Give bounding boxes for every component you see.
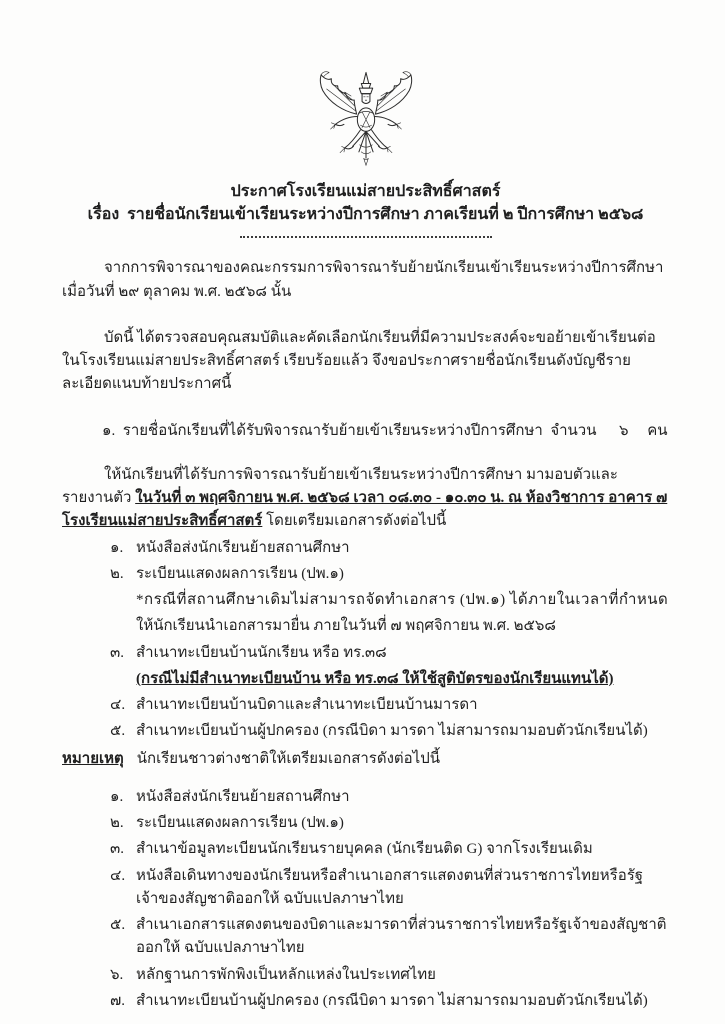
list-item-number: ๓. (110, 841, 125, 858)
list-item-note: ให้นักเรียนนำเอกสารมายื่น ภายในวันที่ ๗ พฤศจิกายน พ.ศ. ๒๕๖๘ (136, 618, 556, 635)
list-item (62, 694, 669, 717)
document-title: ประกาศโรงเรียนแม่สายประสิทธิ์ศาสตร์ (230, 183, 501, 200)
list-item-number: ๕. (110, 917, 126, 934)
remark-label: หมายเหตุ (62, 750, 124, 767)
list-item-text: สำเนาทะเบียนบ้านผู้ปกครอง (กรณีบิดา มารดา ไม่สามารถมามอบตัวนักเรียนได้) (136, 992, 648, 1009)
list-item-text: สำเนาทะเบียนบ้านผู้ปกครอง (กรณีบิดา มารดา ไม่สามารถมามอบตัวนักเรียนได้) (136, 723, 648, 740)
list-item-number: ๑. (110, 539, 124, 556)
list-item-number: ๑. (110, 788, 124, 805)
list-item-note-underlined: (กรณีไม่มีสำเนาทะเบียนบ้าน หรือ ทร.๓๘ ให้ใช้สูติบัตรของนักเรียนแทนได้) (136, 670, 614, 687)
list-item-text: สำเนาทะเบียนบ้านบิดาและสำเนาทะเบียนบ้านมารดา (136, 697, 478, 714)
remark-line (62, 748, 669, 771)
list-item-text: ระเบียนแสดงผลการเรียน (ปพ.๑) (136, 565, 344, 582)
report-date-time-place: ในวันที่ ๓ พฤศจิกายน พ.ศ. ๒๕๖๘ เวลา ๐๘.๓๐ - ๑๐.๓๐ น. ณ ห้องวิชาการ อาคาร ๗ โรงเรียนแม่สายประสิทธิ์ศาสตร์ (62, 490, 668, 530)
list-item-number: ๕. (110, 723, 126, 740)
list-item (62, 964, 669, 987)
list-item (62, 812, 669, 835)
list-item-number: ๖. (110, 966, 124, 983)
list-item-text: หนังสือส่งนักเรียนย้ายสถานศึกษา (136, 788, 350, 805)
paragraph-committee: จากการพิจารณาของคณะกรรมการพิจารณารับย้ายนักเรียนเข้าเรียนระหว่างปีการศึกษา เมื่อวันที่ ๒๙ ตุลาคม พ.ศ. ๒๕๖๘ นั้น (62, 260, 664, 300)
document-subject: เรื่อง รายชื่อนักเรียนเข้าเรียนระหว่างปีการศึกษา ภาคเรียนที่ ๒ ปีการศึกษา ๒๕๖๘ (87, 206, 644, 224)
list-item (62, 720, 669, 743)
document-list-foreign-students (62, 786, 669, 1013)
list-item-text: หนังสือส่งนักเรียนย้ายสถานศึกษา (136, 539, 350, 556)
list-item (62, 914, 669, 961)
list-item-number: ๒. (110, 815, 124, 832)
list-item-text: สำเนาทะเบียนบ้านนักเรียน หรือ ทร.๓๘ (136, 644, 387, 661)
list-item (62, 642, 669, 665)
list-item-text: สำเนาข้อมูลทะเบียนนักเรียนรายบุคคล (นักเรียนติด G) จากโรงเรียนเดิม (136, 841, 593, 858)
list-item-approved-count: ๑. รายชื่อนักเรียนที่ได้รับพิจารณารับย้ายเข้าเรียนระหว่างปีการศึกษา จำนวน ๖ คน (102, 422, 668, 439)
report-instruction-lead: ให้นักเรียนที่ได้รับการพิจารณารับย้ายเข้าเรียนระหว่างปีการศึกษา มามอบตัวและรายงานตัว (62, 466, 618, 507)
list-item (62, 786, 669, 809)
list-item-number: ๔. (110, 867, 126, 884)
list-item-note: *กรณีที่สถานศึกษาเดิมไม่สามารถจัดทำเอกสาร (ปพ.๑) ได้ภายในเวลาที่กำหนด (136, 592, 669, 609)
list-item (62, 537, 669, 560)
dotted-divider (240, 233, 492, 238)
remark-text: นักเรียนชาวต่างชาติให้เตรียมเอกสารดังต่อไปนี้ (136, 750, 440, 767)
report-instruction-tail: โดยเตรียมเอกสารดังต่อไปนี้ (262, 513, 447, 530)
list-item-number: ๗. (110, 992, 126, 1009)
list-item-text: สำเนาเอกสารแสดงตนของบิดาและมารดาที่ส่วนราชการไทยหรือรัฐเจ้าของสัญชาติออกให้ ฉบับแปลภาษาไทย (136, 917, 667, 957)
list-item (62, 990, 669, 1013)
list-item (62, 838, 669, 861)
paragraph-report-instruction (62, 464, 669, 534)
list-item-number: ๔. (110, 697, 126, 714)
garuda-emblem-icon (307, 70, 425, 174)
list-item (62, 563, 669, 586)
list-item-number: ๒. (110, 565, 124, 582)
list-item-number: ๓. (110, 644, 125, 661)
list-item (62, 865, 669, 912)
list-item-text: หลักฐานการพักพิงเป็นหลักแหล่งในประเทศไทย (136, 966, 436, 983)
document-list-thai-students (62, 537, 669, 744)
paragraph-announcement: บัดนี้ ได้ตรวจสอบคุณสมบัติและคัดเลือกนักเรียนที่มีความประสงค์จะขอย้ายเข้าเรียนต่อในโรงเรียนแม่สายประสิทธิ์ศาสตร์ เรียบร้อยแล้ว จึงขอประกาศรายชื่อนักเรียนดังบัญชีรายละเอียดแนบท้ายประกาศนี้ (62, 329, 656, 393)
list-item-text: ระเบียนแสดงผลการเรียน (ปพ.๑) (136, 815, 344, 832)
list-item-text: หนังสือเดินทางของนักเรียนหรือสำเนาเอกสารแสดงตนที่ส่วนราชการไทยหรือรัฐเจ้าของสัญชาติออกให้ ฉบับแปลภาษาไทย (136, 867, 644, 907)
